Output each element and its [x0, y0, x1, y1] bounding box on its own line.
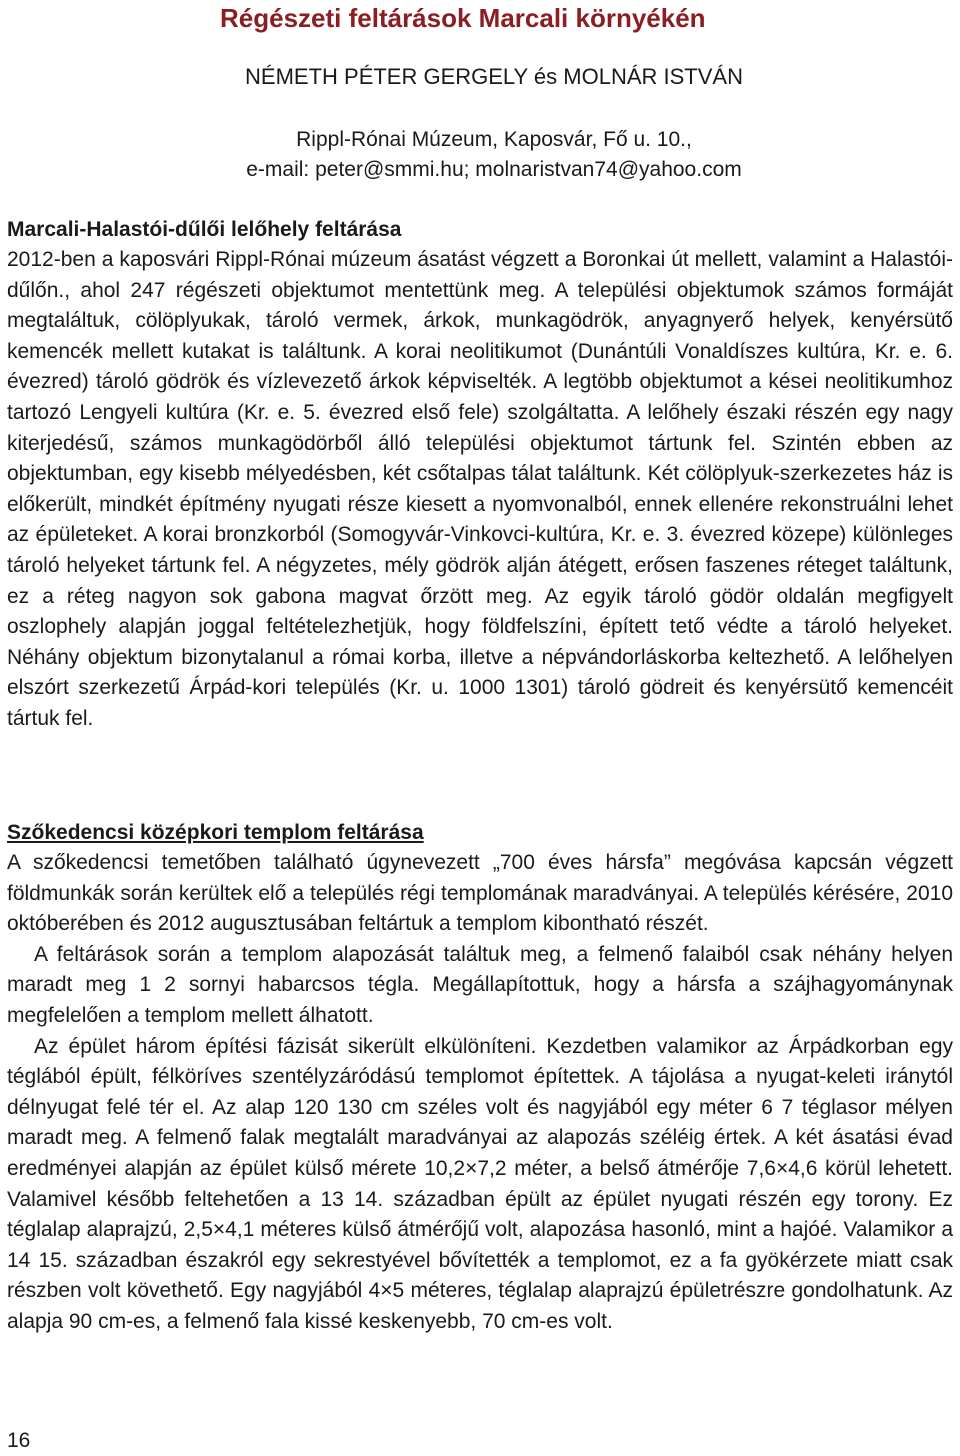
section-heading: Marcali-Halastói-dűlői lelőhely feltárása — [7, 218, 402, 241]
section-szokedencs — [7, 818, 953, 1338]
section-paragraph: A szőkedencsi temetőben található úgynevezett „700 éves hársfa” megóvása kapcsán végzett földmunkák során kerültek elő a település régi templomának maradványai. A település kérésére, 2010 októberében és 2012 augusztusában feltártuk a templom kibontható részét. — [7, 851, 953, 936]
section-halastoi — [7, 215, 953, 735]
affiliation-address: Rippl-Rónai Múzeum, Kaposvár, Fő u. 10., — [296, 128, 692, 151]
page-number: 16 — [7, 1429, 31, 1452]
affiliation-email: e-mail: peter@smmi.hu; molnaristvan74@yahoo.com — [246, 158, 742, 181]
author-affiliation — [0, 125, 960, 185]
section-paragraph: A feltárások során a templom alapozását találtuk meg, a felmenő falaiból csak néhány helyen maradt meg 1 2 sornyi habarcsos tégla. Megállapítottuk, hogy a hársfa a szájhagyománynak megfelelően a templom mellett álhatott. — [7, 942, 953, 1027]
article-authors: NÉMETH PÉTER GERGELY és MOLNÁR ISTVÁN — [245, 64, 743, 89]
section-heading: Szőkedencsi középkori templom feltárása — [7, 821, 424, 844]
section-paragraph: 2012-ben a kaposvári Rippl-Rónai múzeum ásatást végzett a Boronkai út mellett, valamint a Halastói-dűlőn., ahol 247 régészeti objektumot mentettünk meg. A települési objektumok számos formáját megtaláltuk, cölöplyukak, tároló vermek, árkok, munkagödrök, anyagnyerő helyek, kenyérsütő kemencék mellett kutakat is találtunk. A korai neolitikumot (Dunántúli Vonaldíszes kultúra, Kr. e. 6. évezred) tároló gödrök és vízlevezető árkok képviselték. A legtöbb objektumot a kései neolitikumhoz tartozó Lengyeli kultúra (Kr. e. 5. évezred első fele) szolgáltatta. A lelőhely északi részén egy nagy kiterjedésű, számos munkagödörből álló települési objektumot tártunk fel. Szintén ebben az objektumban, egy kisebb mélyedésben, két csőtalpas tálat találtunk. Két cölöplyuk-szerkezetes ház is előkerült, mindkét építmény nyugati része kiesett a nyomvonalból, ennek ellenére rekonstruálni lehet az épületeket. A korai bronzkorból (Somogyvár-Vinkovci-kultúra, Kr. e. 3. évezred közepe) különleges tároló helyeket tártunk fel. A négyzetes, mély gödrök alján átégett, erősen faszenes réteget találtunk, ez a réteg nagyon sok gabona magvat őrzött meg. Az egyik tároló gödör oldalán megfigyelt oszlophely alapján joggal feltételezhetjük, hogy földfelszíni, épített tető védte a tároló helyeket. Néhány objektum bizonytalanul a római korba, illetve a népvándorláskorba keltezhető. A lelőhelyen elszórt szerkezetű Árpád-kori település (Kr. u. 1000 1301) tároló gödreit és kenyérsütő kemencéit tártuk fel. — [7, 248, 953, 730]
article-title: Régészeti feltárások Marcali környékén — [220, 3, 706, 33]
section-paragraph: Az épület három építési fázisát sikerült elkülöníteni. Kezdetben valamikor az Árpádkorban egy téglából épült, félköríves szentélyzáródású templomot építettek. A tájolása a nyugat-keleti iránytól délnyugat felé tér el. Az alap 120 130 cm széles volt és nagyjából egy méter 6 7 téglasor mélyen maradt meg. A felmenő falak megtalált maradványai az alapozás széléig értek. A két ásatási évad eredményei alapján az épület külső mérete 10,2×7,2 méter, a belső átmérője 7,6×4,6 körül lehetett. Valamivel később feltehetően a 13 14. században épült az épület nyugati részén egy torony. Ez téglalap alaprajzú, 2,5×4,1 méteres külső átmérőjű volt, alapozása hasonló, mint a hajóé. Valamikor a 14 15. században északról egy sekrestyével bővítették a templomot, ez a fa gyökérzete miatt csak részben volt követhető. Egy nagyjából 4×5 méteres, téglalap alaprajzú épületrészre gondolhatunk. Az alapja 90 cm-es, a felmenő fala kissé keskenyebb, 70 cm-es volt. — [7, 1034, 953, 1333]
